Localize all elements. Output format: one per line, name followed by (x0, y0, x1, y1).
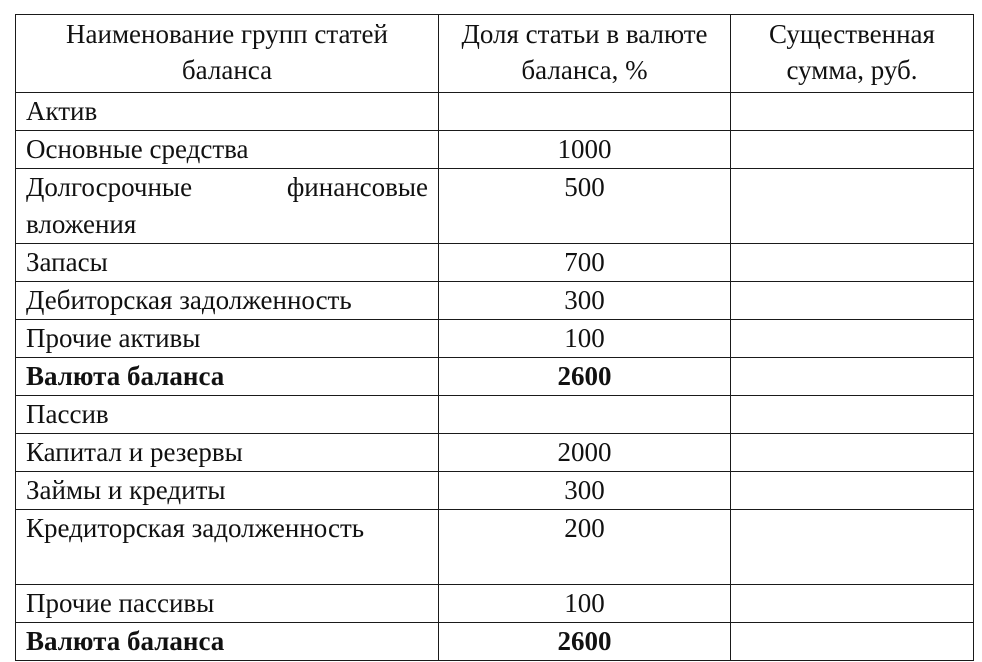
row-name: Валюта баланса (16, 358, 439, 396)
balance-table (15, 14, 974, 661)
table-row (16, 320, 974, 358)
row-amount (731, 623, 974, 661)
row-value (439, 169, 731, 244)
table-row (16, 585, 974, 623)
row-amount (731, 244, 974, 282)
row-value-text: 500 (564, 172, 605, 202)
row-value: 300 (439, 472, 731, 510)
table-row (16, 396, 974, 434)
row-name: Запасы (16, 244, 439, 282)
row-name: Кредиторская задолженность (16, 510, 439, 585)
table-total-row (16, 623, 974, 661)
row-value: 2000 (439, 434, 731, 472)
row-name: Дебиторская задолженность (16, 282, 439, 320)
table-row (16, 510, 974, 585)
row-name: Валюта баланса (16, 623, 439, 661)
row-value: 700 (439, 244, 731, 282)
row-amount (731, 358, 974, 396)
row-amount (731, 282, 974, 320)
table-row (16, 131, 974, 169)
row-value: 2600 (439, 358, 731, 396)
row-amount (731, 585, 974, 623)
table-row (16, 244, 974, 282)
row-name: Прочие активы (16, 320, 439, 358)
row-name: Долгосрочные финансовые вложения (16, 169, 439, 244)
row-amount (731, 472, 974, 510)
row-name: Прочие пассивы (16, 585, 439, 623)
table-header-row (16, 15, 974, 93)
table-row (16, 93, 974, 131)
row-amount (731, 169, 974, 244)
row-name: Пассив (16, 396, 439, 434)
row-value: 100 (439, 320, 731, 358)
row-name: Займы и кредиты (16, 472, 439, 510)
row-value (439, 93, 731, 131)
row-amount (731, 434, 974, 472)
row-value: 1000 (439, 131, 731, 169)
table-row (16, 169, 974, 244)
row-value (439, 396, 731, 434)
row-amount (731, 320, 974, 358)
row-value: 2600 (439, 623, 731, 661)
table-row (16, 282, 974, 320)
table-total-row (16, 358, 974, 396)
row-amount (731, 131, 974, 169)
row-name: Основные средства (16, 131, 439, 169)
row-value: 100 (439, 585, 731, 623)
row-amount (731, 93, 974, 131)
header-group-name: Наименование групп статей баланса (16, 15, 439, 93)
row-amount (731, 510, 974, 585)
row-value (439, 510, 731, 585)
header-material-amount: Существенная сумма, руб. (731, 15, 974, 93)
row-value-text: 200 (564, 513, 605, 543)
header-share: Доля статьи в валюте баланса, % (439, 15, 731, 93)
row-amount (731, 396, 974, 434)
row-name: Капитал и резервы (16, 434, 439, 472)
row-value: 300 (439, 282, 731, 320)
table-row (16, 472, 974, 510)
table-row (16, 434, 974, 472)
row-name: Актив (16, 93, 439, 131)
